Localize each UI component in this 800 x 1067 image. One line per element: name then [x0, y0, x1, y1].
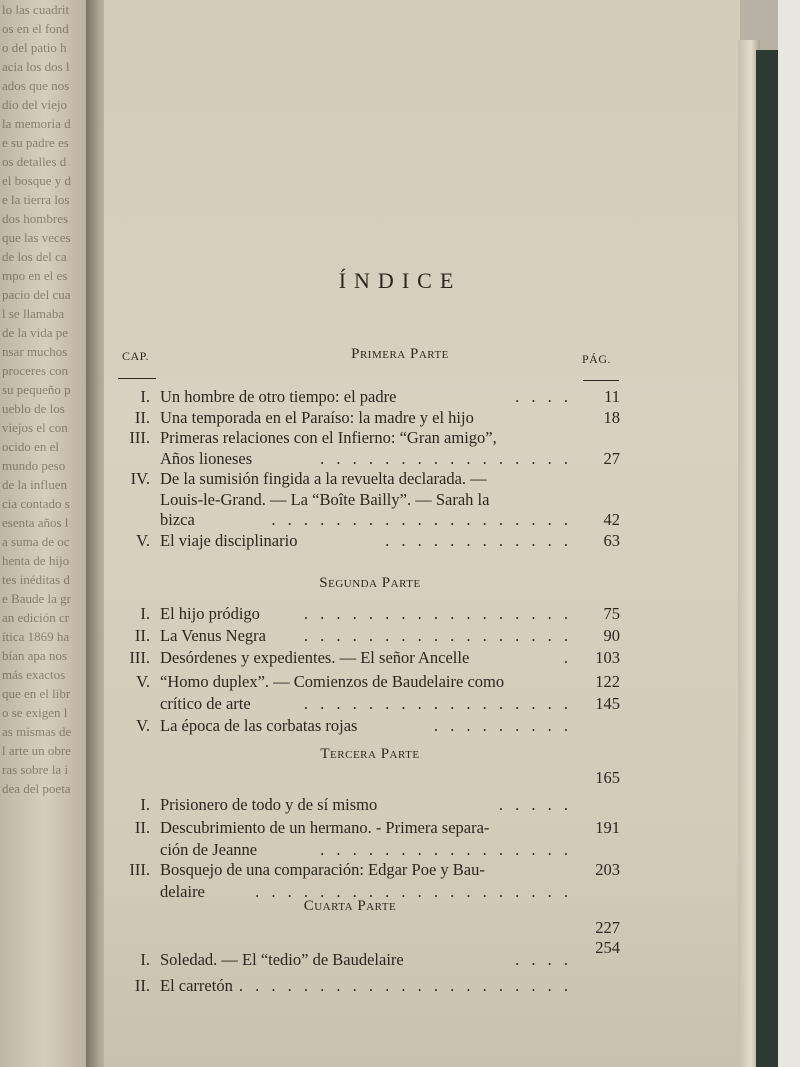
chapter-title: bizca	[160, 510, 195, 529]
section-heading: Primera Parte	[351, 346, 449, 362]
leader-dots: . . . . . . . . . . . . . . . . . . . .	[255, 882, 572, 901]
page-number: 165	[595, 768, 620, 787]
page-number: 90	[603, 626, 620, 645]
chapter-number: I.	[140, 795, 150, 814]
page-number: 63	[603, 531, 620, 550]
chapter-title: Años lioneses	[160, 449, 253, 468]
column-chapter-header: CAP.	[122, 349, 150, 363]
chapter-number: I.	[140, 387, 150, 406]
chapter-rule	[118, 378, 156, 379]
leader-dots: . . . . . . . . . . . . . . . .	[320, 840, 572, 859]
chapter-number: V.	[136, 716, 150, 735]
chapter-title: Un hombre de otro tiempo: el padre	[160, 387, 397, 406]
chapter-title: Desórdenes y expedientes. — El señor Ancelle	[160, 648, 470, 667]
chapter-title: Bosquejo de una comparación: Edgar Poe y Bau-	[160, 860, 485, 879]
section-heading: Segunda Parte	[319, 575, 421, 591]
chapter-title: De la sumisión fingida a la revuelta declarada. —	[160, 469, 487, 488]
page-number: 103	[595, 648, 620, 667]
chapter-title: “Homo duplex”. — Comienzos de Baudelaire como	[160, 672, 505, 691]
leader-dots: . . . . .	[498, 795, 572, 814]
leader-dots: . . . . . . . . . . . . . . . .	[320, 449, 572, 468]
leader-dots: . . . . . . . . . . . . . . . . .	[303, 694, 572, 713]
chapter-title: ción de Jeanne	[160, 840, 258, 859]
chapter-title: Primeras relaciones con el Infierno: “Gran amigo”,	[160, 428, 497, 447]
chapter-number: I.	[140, 950, 150, 969]
chapter-title: La Venus Negra	[160, 626, 266, 645]
chapter-number: V.	[136, 672, 150, 691]
chapter-number: III.	[129, 860, 150, 879]
page-number: 27	[603, 449, 620, 468]
page-number: 203	[595, 860, 620, 879]
page-number: 11	[604, 387, 620, 406]
page-number: 75	[603, 604, 620, 623]
chapter-number: III.	[129, 648, 150, 667]
chapter-title: El carretón	[160, 976, 233, 995]
chapter-title: El hijo pródigo	[160, 604, 260, 623]
chapter-title: crítico de arte	[160, 694, 251, 713]
chapter-title: Soledad. — El “tedio” de Baudelaire	[160, 950, 404, 969]
chapter-title: delaire	[160, 882, 205, 901]
page-number: 191	[595, 818, 620, 837]
chapter-number: II.	[134, 818, 150, 837]
chapter-number: IV.	[130, 469, 150, 488]
page-number: 254	[595, 938, 620, 957]
leader-dots: .	[563, 648, 572, 667]
leader-dots: . . . .	[515, 387, 572, 406]
leader-dots: . . . . . . . . . . . . . . . . .	[303, 626, 572, 645]
chapter-title: El viaje disciplinario	[160, 531, 298, 550]
chapter-number: II.	[134, 976, 150, 995]
leader-dots: . . . .	[515, 950, 572, 969]
chapter-title: Prisionero de todo y de sí mismo	[160, 795, 378, 814]
page-number: 227	[595, 918, 620, 937]
page-number: 42	[603, 510, 620, 529]
chapter-number: II.	[134, 408, 150, 427]
leader-dots: . . . . . . . . . . . .	[385, 531, 572, 550]
book-cover	[756, 50, 780, 1067]
page-number: 18	[603, 408, 620, 427]
chapter-number: III.	[129, 428, 150, 447]
page-number: 122	[595, 672, 620, 691]
leader-dots: . . . . . . . . . . . . . . . . . . . . .	[238, 976, 572, 995]
chapter-number: II.	[134, 626, 150, 645]
section-heading: Cuarta Parte	[303, 898, 397, 914]
leader-dots: . . . . . . . . . . . . . . . . .	[303, 604, 572, 623]
index-title: ÍNDICE	[338, 268, 462, 293]
leader-dots: . . . . . . . . . . . . . . . . . . .	[271, 510, 572, 529]
chapter-number: I.	[140, 604, 150, 623]
chapter-title: Louis-le-Grand. — La “Boîte Bailly”. — Sarah la	[160, 490, 490, 509]
chapter-title: La época de las corbatas rojas	[160, 716, 358, 735]
page-number: 145	[595, 694, 620, 713]
background-surface	[778, 0, 800, 1067]
page-rule	[583, 380, 619, 381]
chapter-title: Descubrimiento de un hermano. - Primera separa-	[160, 818, 490, 837]
left-page-text: lo las cuadritos en el fondo del patio hacia los dos lados que nos dio del viejo la memoria de su padre esos detalles del bosque y de la tierra los dos hombres que las veces de los del campo en el espacio del cual se llamaba de la vida pensar muchos proceres con su pequeño pueblo de los viejos el conocido en el mundo peso de la influencia contado sesenta años la suma de ochenta de hijo tes inéditas de Baude la gran edición crítica 1869 habían apa nos más exactos que en el libro se exigen las mismas del arte un obreras sobre la idea del poeta	[2, 2, 72, 796]
column-page-header: PÁG.	[582, 352, 612, 366]
section-heading: Tercera Parte	[320, 746, 420, 762]
chapter-title: Una temporada en el Paraíso: la madre y el hijo	[160, 408, 474, 427]
leader-dots: . . . . . . . . .	[433, 716, 572, 735]
chapter-number: V.	[136, 531, 150, 550]
